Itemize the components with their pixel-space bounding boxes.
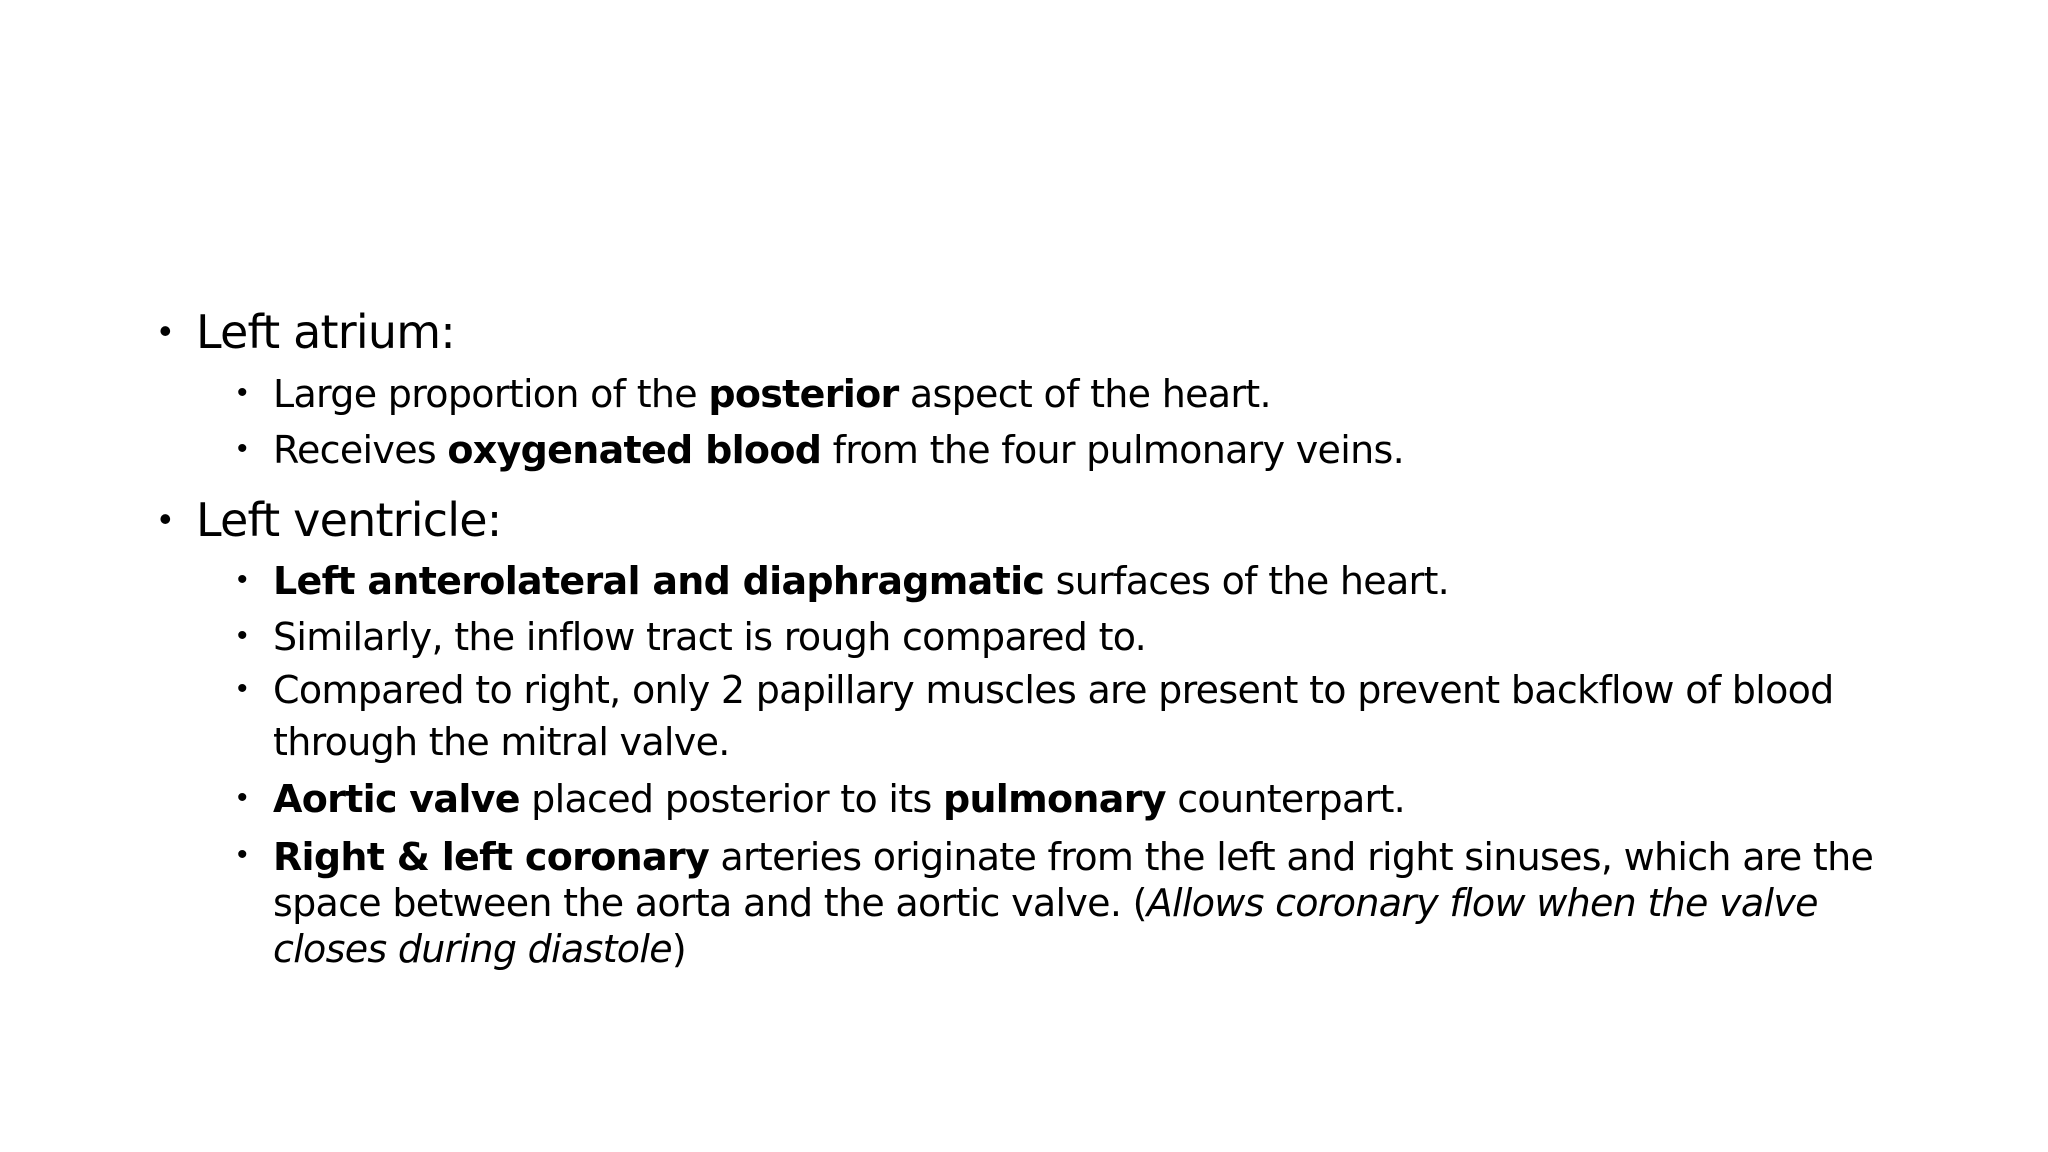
bullet-icon: • [237, 838, 248, 871]
bullet-icon: • [237, 376, 248, 409]
list-item-text: Receives oxygenated blood from the four pulmonary veins. [273, 428, 1404, 472]
bullet-icon: • [237, 781, 248, 814]
list-item-text: Compared to right, only 2 papillary muscles are present to prevent backflow of blood through the mitral valve. [273, 668, 1834, 764]
bullet-icon: • [159, 498, 172, 539]
bullet-icon: • [159, 310, 172, 351]
list-item-text: Similarly, the inflow tract is rough compared to. [273, 615, 1147, 659]
heading-text: Left ventricle: [196, 493, 502, 547]
bullet-icon: • [237, 432, 248, 465]
bullet-icon: • [237, 672, 248, 705]
bullet-icon: • [237, 563, 248, 596]
heading-text: Left atrium: [196, 305, 455, 359]
list-item-text: Left anterolateral and diaphragmatic surfaces of the heart. [273, 559, 1450, 603]
list-item-text: Right & left coronary arteries originate from the left and right sinuses, which are the space between the aorta and the aortic valve. (Allows coronary flow when the valve closes during diastole) [273, 835, 1874, 971]
list-item-text: Aortic valve placed posterior to its pulmonary counterpart. [273, 777, 1406, 821]
bullet-icon: • [237, 619, 248, 652]
list-item-text: Large proportion of the posterior aspect of the heart. [273, 372, 1271, 416]
